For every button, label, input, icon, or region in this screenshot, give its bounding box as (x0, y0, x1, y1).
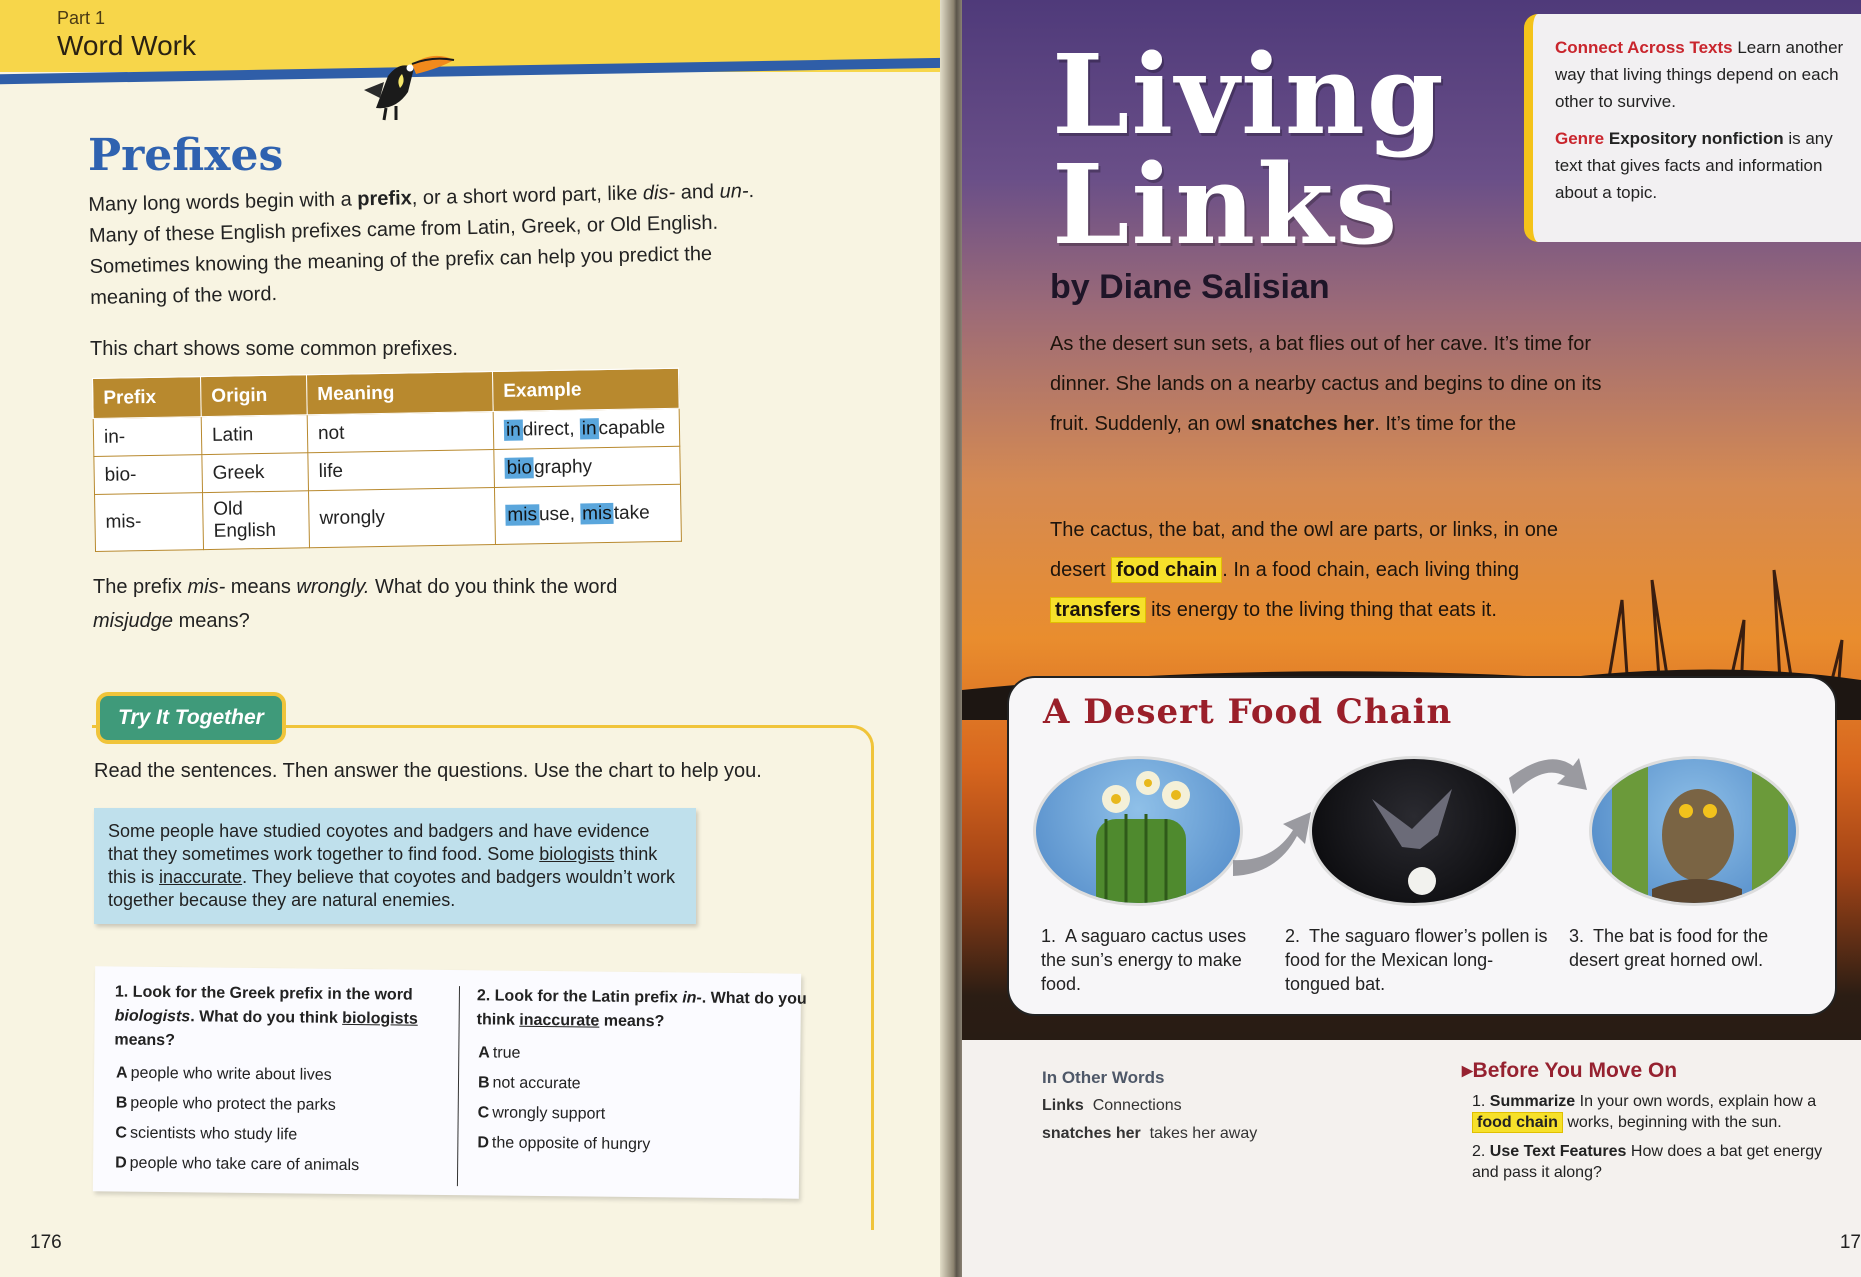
answer-option[interactable]: B not accurate (477, 1074, 581, 1093)
table-cell: Latin (201, 415, 308, 455)
table-cell: Old English (203, 491, 310, 550)
food-chain-step: 3. The bat is food for the desert great horned owl. (1569, 926, 1769, 970)
table-cell: bio- (94, 455, 203, 495)
part-title: Word Work (57, 30, 196, 61)
table-row (95, 484, 682, 551)
story-paragraph-1: As the desert sun sets, a bat flies out of her cave. It’s time for dinner. She lands on a nearby cactus and begins to dine on its fruit. Suddenly, an owl snatches her. It’s time for the (1050, 333, 1602, 435)
column-header: Meaning (306, 372, 493, 415)
questions-card (93, 966, 807, 1198)
table-cell: mis- (95, 493, 204, 552)
table-cell: not (307, 412, 494, 453)
byline: by Diane Salisian (1050, 268, 1330, 306)
question-stem: 2. Look for the Latin prefix in-. What do you think inaccurate means? (476, 987, 807, 1031)
column-header: Prefix (93, 377, 202, 419)
in-other-words (1042, 1064, 1257, 1148)
genre-note: Genre Expository nonfiction is any text that gives facts and information about a topic. (1555, 129, 1833, 202)
glossary-item: Links Connections (1042, 1097, 1182, 1114)
table-cell: biography (494, 446, 681, 487)
vocab-highlight[interactable]: transfers (1050, 597, 1146, 623)
answer-option[interactable]: D people who take care of animals (115, 1154, 360, 1175)
triangle-icon: ▸ (1462, 1059, 1473, 1082)
answer-option[interactable]: C scientists who study life (115, 1124, 298, 1144)
part-header (0, 0, 950, 72)
column-header: Example (492, 368, 679, 411)
bat-image (1309, 756, 1519, 906)
table-cell: misuse, mistake (494, 484, 681, 544)
right-page (962, 0, 1861, 1277)
before-you-move-on (1462, 1058, 1842, 1191)
review-question: 1. Summarize In your own words, explain how a food chain works, beginning with the sun. (1472, 1093, 1817, 1131)
glossary-item: snatches her takes her away (1042, 1125, 1258, 1142)
table-cell: life (308, 449, 495, 490)
question-2 (475, 984, 807, 1161)
reading-passage: Some people have studied coyotes and badgers and have evidence that they sometimes work together to find food. Some biologists think this is inaccurate. They believe that coyotes and badgers wouldn’t work together because they are natural enemies. (94, 808, 696, 924)
try-it-together-badge: Try It Together (96, 692, 286, 744)
before-you-move-on-heading: ▸Before You Move On (1462, 1059, 1678, 1082)
in-other-words-heading: In Other Words (1042, 1068, 1165, 1087)
answer-option[interactable]: B people who protect the parks (115, 1094, 336, 1114)
answer-option[interactable]: A true (478, 1044, 521, 1062)
answer-option[interactable]: A people who write about lives (115, 1064, 332, 1084)
table-cell: Greek (202, 453, 309, 493)
arrow-icon (1233, 790, 1313, 880)
page-number: 176 (30, 1232, 62, 1253)
column-divider (457, 986, 460, 1186)
misjudge-question: The prefix mis- means wrongly. What do you think the word misjudge means? (93, 576, 618, 632)
question-stem: 1. Look for the Greek prefix in the word biologists. What do you think biologists means? (114, 983, 418, 1050)
chart-caption: This chart shows some common prefixes. (90, 338, 458, 360)
answer-option[interactable]: D the opposite of hungry (477, 1134, 651, 1154)
page-number: 17 (1839, 1232, 1861, 1253)
prefix-table (92, 368, 682, 552)
table-cell: in- (93, 417, 202, 457)
try-instructions: Read the sentences. Then answer the questions. Use the chart to help you. (94, 760, 762, 782)
food-chain-title: A Desert Food Chain (1043, 692, 1453, 732)
story-paragraph-2: The cactus, the bat, and the owl are parts, or links, in one desert food chain . In a food chain, each living thing transfers its energy to the living thing that eats it. (1050, 519, 1559, 621)
question-1 (113, 981, 445, 1182)
arrow-icon (1509, 738, 1589, 828)
review-question: 2. Use Text Features How does a bat get energy and pass it along? (1472, 1143, 1823, 1181)
food-chain-diagram (1007, 676, 1837, 1016)
column-header: Origin (200, 375, 307, 417)
intro-paragraph: Many long words begin with a prefix, or a short word part, like dis- and un-. Many of these English prefixes came from Latin, Greek, or Old English. Sometimes knowing the meaning of the prefix can help you predict the meaning of the word. (88, 180, 755, 309)
toucan-icon (356, 38, 456, 122)
part-label: Part 1 (57, 8, 106, 28)
title-line-1: Living (1052, 30, 1446, 159)
connect-across-texts: Connect Across Texts Learn another way that living things depend on each other to survive. (1555, 38, 1844, 111)
food-chain-step: 1. A saguaro cactus uses the sun’s energy to make food. (1041, 926, 1247, 994)
page-heading: Prefixes (88, 130, 284, 181)
table-cell: wrongly (309, 487, 496, 547)
info-sidebar (1524, 14, 1861, 242)
owl-image (1589, 756, 1799, 906)
food-chain-step: 2. The saguaro flower’s pollen is food for the Mexican long-tongued bat. (1285, 926, 1548, 994)
answer-option[interactable]: C wrongly support (477, 1104, 606, 1123)
table-cell: indirect, incapable (493, 408, 680, 449)
cactus-image (1033, 756, 1243, 906)
title-line-2: Links (1052, 140, 1400, 269)
vocab-highlight[interactable]: food chain (1111, 557, 1222, 583)
